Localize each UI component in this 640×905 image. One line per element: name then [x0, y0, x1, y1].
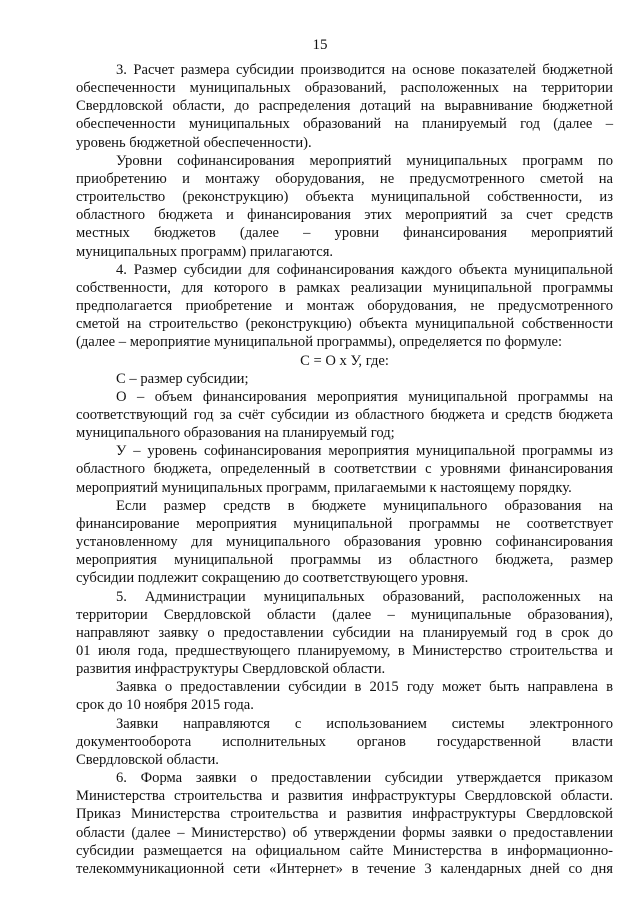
text-line: Свердловской области, до распределения дотаций на выравнивание бюджетной — [76, 98, 613, 115]
text-line: областного бюджета и финансирования этих мероприятий за счет средств — [76, 207, 613, 224]
text-line: собственности, для которого в рамках реализации муниципальной программы — [76, 279, 613, 296]
text-line: Заявка о предоставлении субсидии в 2015 году может быть направлена в — [116, 679, 613, 696]
text-line: телекоммуникационной сети «Интернет» в течение 3 календарных дней со дня — [76, 860, 613, 877]
text-line: 5. Администрации муниципальных образований, расположенных на — [116, 588, 613, 605]
text-line: Уровни софинансирования мероприятий муниципальных программ по — [116, 152, 613, 169]
text-line: соответствующий год за счёт субсидии из областного бюджета и средств бюджета — [76, 406, 613, 423]
formula: С = О х У, где: — [300, 352, 389, 369]
text-line: (далее – мероприятие муниципальной программы), определяется по формуле: — [76, 334, 563, 351]
page-number: 15 — [312, 37, 328, 53]
text-line: обеспеченности муниципальных образований на планируемый год (далее – — [76, 116, 613, 133]
text-line: направляют заявку о предоставлении субсидии на планируемый год в срок до — [76, 624, 613, 641]
text-line: Если размер средств в бюджете муниципального образования на — [116, 497, 613, 514]
paragraph — [76, 442, 613, 496]
text-line: Заявки направляются с использованием системы электронного — [116, 715, 613, 732]
text-line: субсидии размещается на официальном сайте Министерства в информационно- — [76, 842, 613, 859]
text-line: уровень бюджетной обеспеченности). — [76, 134, 312, 151]
text-line: предполагается приобретение и монтаж оборудования, не предусмотренного — [76, 298, 613, 315]
text-line: установленному для муниципального образования уровню софинансирования — [76, 534, 613, 551]
text-line: мероприятия муниципальной программы из областного бюджета, размер — [76, 552, 613, 569]
text-line: сметой на строительство (реконструкцию) объекта муниципальной собственности — [76, 316, 613, 333]
text-line: документооборота исполнительных органов государственной власти — [76, 733, 613, 750]
text-line: срок до 10 ноября 2015 года. — [76, 697, 254, 714]
paragraph — [76, 61, 613, 152]
text-line: обеспеченности муниципальных образований, расположенных на территории — [76, 80, 613, 97]
text-line: областного бюджета, определенный в соответствии с уровнями финансирования — [76, 461, 613, 478]
document-body — [76, 61, 613, 878]
text-line: 3. Расчет размера субсидии производится на основе показателей бюджетной — [116, 62, 613, 78]
text-line: муниципальных программ) прилагаются. — [76, 243, 334, 260]
text-line: 4. Размер субсидии для софинансирования каждого объекта муниципальной — [116, 261, 613, 278]
text-line: строительство (реконструкцию) объекта муниципальной собственности, из — [76, 189, 613, 206]
text-line: Свердловской области. — [76, 751, 219, 768]
paragraph — [76, 370, 613, 388]
paragraph — [76, 152, 613, 261]
paragraph — [76, 769, 613, 878]
text-line: Приказ Министерства строительства и развития инфраструктуры Свердловской — [76, 806, 613, 823]
text-line: субсидии подлежит сокращению до соответствующего уровня. — [76, 570, 469, 587]
text-line: Министерства строительства и развития инфраструктуры Свердловской области. — [76, 788, 613, 805]
text-line: муниципального образования на планируемый год; — [76, 425, 395, 442]
text-line: местных бюджетов (далее – уровни финансирования мероприятий — [76, 225, 613, 242]
text-line: О – объем финансирования мероприятия муниципальной программы на — [116, 388, 613, 405]
paragraph — [76, 678, 613, 714]
text-line: 6. Форма заявки о предоставлении субсидии утверждается приказом — [116, 770, 613, 787]
paragraph — [76, 388, 613, 442]
paragraph — [76, 261, 613, 352]
text-line: С – размер субсидии; — [116, 370, 249, 387]
text-line: области (далее – Министерство) об утверждении формы заявки о предоставлении — [76, 824, 613, 841]
text-line: территории Свердловской области (далее – муниципальные образования), — [76, 606, 613, 623]
text-line: мероприятий муниципальных программ, прилагаемыми к настоящему порядку. — [76, 479, 572, 496]
paragraph — [76, 497, 613, 588]
text-line: 01 июля года, предшествующего планируемому, в Министерство строительства и — [76, 643, 613, 659]
text-line: У – уровень софинансирования мероприятия муниципальной программы из — [116, 443, 613, 460]
paragraph — [76, 715, 613, 769]
paragraph — [76, 588, 613, 679]
text-line: приобретению и монтажу оборудования, не предусмотренного сметой на — [76, 170, 613, 187]
text-line: финансирование мероприятия муниципальной программы не соответствует — [76, 515, 613, 532]
text-line: развития инфраструктуры Свердловской области. — [76, 661, 386, 678]
